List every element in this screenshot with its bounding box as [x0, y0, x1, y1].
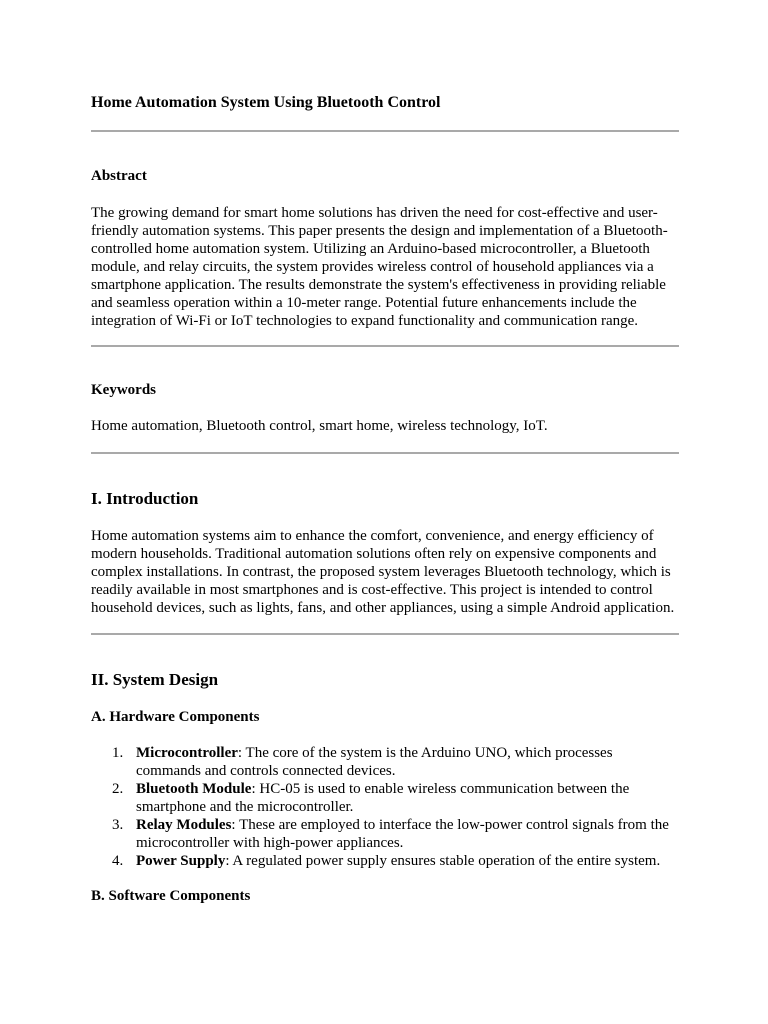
- abstract-heading: Abstract: [91, 168, 147, 184]
- introduction-line: Home automation systems aim to enhance the comfort, convenience, and energy efficiency of: [91, 528, 654, 544]
- document-title: Home Automation System Using Bluetooth Control: [91, 94, 441, 111]
- software-components-heading: B. Software Components: [91, 888, 251, 904]
- list-item-text: : HC-05 is used to enable wireless communication between the: [251, 781, 630, 797]
- abstract-line: integration of Wi-Fi or IoT technologies to expand functionality and communication range.: [91, 313, 639, 329]
- keywords-line: Home automation, Bluetooth control, smart home, wireless technology, IoT.: [91, 418, 548, 434]
- keywords-heading: Keywords: [91, 382, 156, 398]
- introduction-line: household devices, such as lights, fans, and other appliances, using a simple Android application.: [91, 600, 675, 616]
- list-item-number: 2.: [112, 781, 124, 797]
- list-item: [91, 744, 679, 780]
- list-item-term: Bluetooth Module: [136, 781, 252, 797]
- list-item-term: Microcontroller: [136, 745, 238, 761]
- list-item-text: : A regulated power supply ensures stable operation of the entire system.: [225, 853, 661, 869]
- divider: [91, 345, 679, 347]
- abstract-line: module, and relay circuits, the system provides wireless control of household appliances via a: [91, 259, 654, 275]
- abstract-line: The growing demand for smart home solutions has driven the need for cost-effective and user-: [91, 205, 658, 221]
- list-item-number: 1.: [112, 745, 124, 761]
- list-item-text: smartphone and the microcontroller.: [136, 799, 354, 815]
- list-item: [91, 852, 679, 870]
- list-item-text: : These are employed to interface the low-power control signals from the: [231, 817, 669, 833]
- introduction-line: complex installations. In contrast, the proposed system leverages Bluetooth technology, which is: [91, 564, 671, 580]
- list-item-number: 3.: [112, 817, 124, 833]
- hardware-components-heading: A. Hardware Components: [91, 709, 260, 725]
- list-item-term: Power Supply: [136, 853, 226, 869]
- introduction-line: readily available in most smartphones and is cost-effective. This project is intended to control: [91, 582, 653, 598]
- list-item-text: : The core of the system is the Arduino UNO, which processes: [237, 745, 613, 761]
- divider: [91, 452, 679, 454]
- keywords-text: [91, 417, 679, 435]
- list-item: [91, 816, 679, 852]
- list-item-term: Relay Modules: [136, 817, 232, 833]
- abstract-line: and seamless operation within a 10-meter range. Potential future enhancements include the: [91, 295, 637, 311]
- abstract-text: [91, 204, 679, 330]
- list-item-text: microcontroller with high-power appliances.: [136, 835, 404, 851]
- abstract-line: friendly automation systems. This paper presents the design and implementation of a Bluetooth-: [91, 223, 668, 239]
- abstract-line: controlled home automation system. Utilizing an Arduino-based microcontroller, a Bluetooth: [91, 241, 650, 257]
- list-item: [91, 780, 679, 816]
- divider: [91, 130, 679, 132]
- list-item-text: commands and controls connected devices.: [136, 763, 396, 779]
- introduction-heading: I. Introduction: [91, 489, 199, 508]
- system-design-heading: II. System Design: [91, 670, 219, 689]
- list-item-number: 4.: [112, 853, 124, 869]
- divider: [91, 633, 679, 635]
- abstract-line: smartphone application. The results demonstrate the system's effectiveness in providing reliable: [91, 277, 666, 293]
- introduction-line: modern households. Traditional automation solutions often rely on expensive components and: [91, 546, 657, 562]
- hardware-components-list: [91, 744, 679, 870]
- introduction-text: [91, 527, 679, 617]
